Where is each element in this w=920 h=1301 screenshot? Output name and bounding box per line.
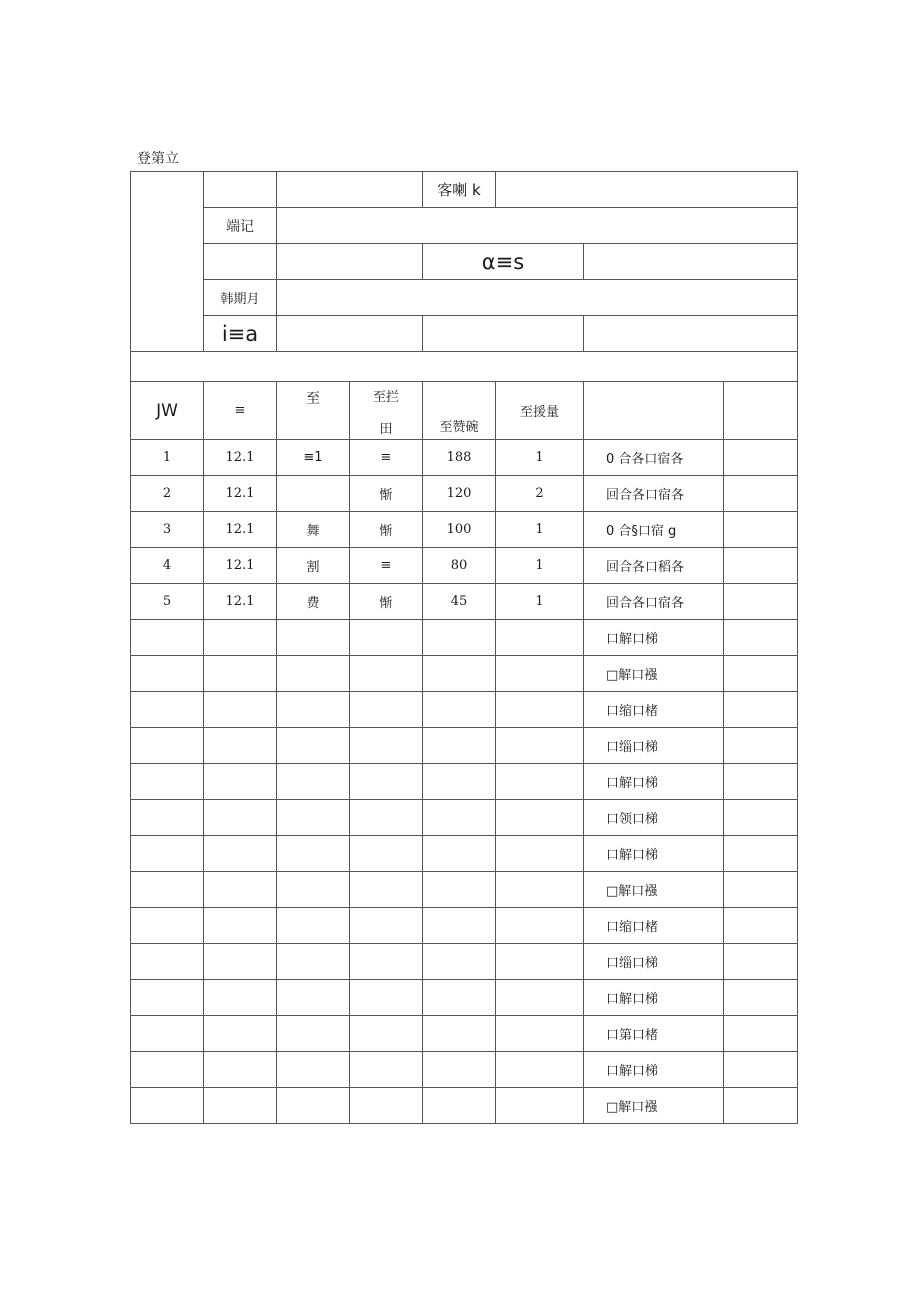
column-header: 至赞碗: [423, 382, 496, 440]
header-field-label: 韩期月: [204, 280, 277, 316]
separator-row: [131, 352, 798, 382]
column-header-row: [131, 382, 798, 440]
empty-cell[interactable]: [496, 656, 584, 692]
empty-cell[interactable]: [204, 620, 277, 656]
row-note[interactable]: [724, 1052, 798, 1088]
separator-cell: [131, 352, 798, 382]
empty-cell[interactable]: [277, 1016, 350, 1052]
empty-cell[interactable]: [131, 728, 204, 764]
empty-cell[interactable]: [277, 764, 350, 800]
header-row-1: [131, 172, 798, 208]
row-status: 口缁口梯: [584, 728, 724, 764]
empty-cell[interactable]: [131, 908, 204, 944]
empty-cell[interactable]: [350, 980, 423, 1016]
table-row: [131, 548, 798, 584]
row-number: 2: [131, 476, 204, 512]
row-field-a: [277, 476, 350, 512]
row-status: 口解口梯: [584, 980, 724, 1016]
empty-cell[interactable]: [204, 764, 277, 800]
empty-cell[interactable]: [423, 944, 496, 980]
empty-cell[interactable]: [350, 872, 423, 908]
table-row: [131, 908, 798, 944]
row-version: 12.1: [204, 548, 277, 584]
empty-cell[interactable]: [131, 944, 204, 980]
empty-cell[interactable]: [350, 620, 423, 656]
table-row: [131, 800, 798, 836]
empty-cell[interactable]: [496, 908, 584, 944]
empty-cell[interactable]: [277, 1088, 350, 1124]
empty-cell[interactable]: [423, 656, 496, 692]
header-cell[interactable]: [277, 172, 423, 208]
empty-cell[interactable]: [423, 620, 496, 656]
row-field-b: 惭: [350, 476, 423, 512]
empty-cell[interactable]: [277, 908, 350, 944]
row-note[interactable]: [724, 836, 798, 872]
table-row: [131, 728, 798, 764]
empty-cell[interactable]: [131, 1088, 204, 1124]
header-cell[interactable]: [204, 172, 277, 208]
row-amount: 45: [423, 584, 496, 620]
row-field-a: 割: [277, 548, 350, 584]
row-version: 12.1: [204, 440, 277, 476]
empty-cell[interactable]: [423, 836, 496, 872]
empty-cell[interactable]: [350, 1088, 423, 1124]
header-field-value[interactable]: [496, 172, 798, 208]
empty-cell[interactable]: [277, 1052, 350, 1088]
row-status: 口领口梯: [584, 800, 724, 836]
row-number: 5: [131, 584, 204, 620]
empty-cell[interactable]: [496, 944, 584, 980]
empty-cell[interactable]: [131, 764, 204, 800]
table-row: [131, 980, 798, 1016]
row-number: 3: [131, 512, 204, 548]
empty-cell[interactable]: [277, 656, 350, 692]
header-field-label: i≡a: [204, 316, 277, 352]
row-field-b: ≡: [350, 548, 423, 584]
empty-cell[interactable]: [277, 980, 350, 1016]
table-row: [131, 620, 798, 656]
empty-cell[interactable]: [204, 872, 277, 908]
empty-cell[interactable]: [131, 692, 204, 728]
header-field-value[interactable]: [277, 316, 423, 352]
row-status: 回合各口稻各: [584, 548, 724, 584]
row-note[interactable]: [724, 692, 798, 728]
table-row: [131, 512, 798, 548]
row-note[interactable]: [724, 512, 798, 548]
empty-cell[interactable]: [204, 908, 277, 944]
header-field-value[interactable]: [584, 316, 798, 352]
row-amount: 80: [423, 548, 496, 584]
empty-cell[interactable]: [496, 1052, 584, 1088]
row-note[interactable]: [724, 1016, 798, 1052]
row-number: 4: [131, 548, 204, 584]
column-header: [350, 382, 423, 440]
empty-cell[interactable]: [277, 620, 350, 656]
row-version: 12.1: [204, 512, 277, 548]
empty-cell[interactable]: [496, 692, 584, 728]
empty-cell[interactable]: [496, 1088, 584, 1124]
empty-cell[interactable]: [423, 692, 496, 728]
row-note[interactable]: [724, 656, 798, 692]
row-note[interactable]: [724, 620, 798, 656]
empty-cell[interactable]: [277, 692, 350, 728]
empty-cell[interactable]: [423, 908, 496, 944]
empty-cell[interactable]: [350, 656, 423, 692]
row-note[interactable]: [724, 584, 798, 620]
column-header: 至援量: [496, 382, 584, 440]
header-field-label: 客喇 k: [423, 172, 496, 208]
empty-cell[interactable]: [423, 1016, 496, 1052]
empty-cell[interactable]: [496, 836, 584, 872]
header-field-value[interactable]: [277, 208, 798, 244]
empty-cell[interactable]: [423, 1088, 496, 1124]
row-status: 口缁口梯: [584, 944, 724, 980]
row-version: 12.1: [204, 476, 277, 512]
empty-cell[interactable]: [496, 1016, 584, 1052]
table-row: [131, 584, 798, 620]
header-row-2: [131, 208, 798, 244]
empty-cell[interactable]: [423, 872, 496, 908]
row-quantity: 1: [496, 512, 584, 548]
row-status: □解口襁: [584, 1088, 724, 1124]
empty-cell[interactable]: [350, 944, 423, 980]
header-row-4: [131, 280, 798, 316]
table-row: [131, 692, 798, 728]
empty-cell[interactable]: [131, 620, 204, 656]
row-field-a: 舞: [277, 512, 350, 548]
empty-cell[interactable]: [131, 872, 204, 908]
empty-cell[interactable]: [204, 1088, 277, 1124]
row-note[interactable]: [724, 548, 798, 584]
row-status: 口解口梯: [584, 620, 724, 656]
header-field-value[interactable]: [584, 244, 798, 280]
row-note[interactable]: [724, 800, 798, 836]
row-note[interactable]: [724, 728, 798, 764]
empty-cell[interactable]: [277, 728, 350, 764]
row-note[interactable]: [724, 1088, 798, 1124]
header-field-value[interactable]: [423, 316, 584, 352]
empty-cell[interactable]: [350, 1016, 423, 1052]
row-quantity: 1: [496, 548, 584, 584]
table-row: [131, 1088, 798, 1124]
table-row: [131, 1016, 798, 1052]
row-status: 口解口梯: [584, 836, 724, 872]
row-status: 回合各口宿各: [584, 584, 724, 620]
empty-cell[interactable]: [204, 728, 277, 764]
empty-cell[interactable]: [423, 800, 496, 836]
empty-cell[interactable]: [204, 656, 277, 692]
table-row: [131, 656, 798, 692]
empty-cell[interactable]: [277, 836, 350, 872]
row-amount: 120: [423, 476, 496, 512]
row-status: 0 合各口宿各: [584, 440, 724, 476]
row-note[interactable]: [724, 980, 798, 1016]
table-row: [131, 944, 798, 980]
empty-cell[interactable]: [350, 836, 423, 872]
empty-cell[interactable]: [350, 728, 423, 764]
empty-cell[interactable]: [131, 836, 204, 872]
record-form-table: [130, 171, 798, 1124]
empty-cell[interactable]: [204, 944, 277, 980]
empty-cell[interactable]: [204, 836, 277, 872]
row-amount: 188: [423, 440, 496, 476]
empty-cell[interactable]: [277, 872, 350, 908]
row-quantity: 1: [496, 440, 584, 476]
table-row: [131, 872, 798, 908]
empty-cell[interactable]: [350, 1052, 423, 1088]
empty-rows: [131, 620, 798, 1124]
empty-cell[interactable]: [204, 692, 277, 728]
header-cell[interactable]: [277, 244, 423, 280]
empty-cell[interactable]: [496, 620, 584, 656]
table-row: [131, 764, 798, 800]
empty-cell[interactable]: [131, 980, 204, 1016]
empty-cell[interactable]: [423, 764, 496, 800]
empty-cell[interactable]: [423, 980, 496, 1016]
row-field-a: ≡1: [277, 440, 350, 476]
empty-cell[interactable]: [131, 800, 204, 836]
data-rows: [131, 440, 798, 620]
column-header-line: 至拦: [372, 389, 399, 405]
row-field-b: 惭: [350, 512, 423, 548]
header-cell[interactable]: [204, 244, 277, 280]
row-note[interactable]: [724, 440, 798, 476]
column-header: 至: [277, 382, 350, 440]
row-number: 1: [131, 440, 204, 476]
row-status: 口缩口楮: [584, 908, 724, 944]
column-header: ≡: [204, 382, 277, 440]
row-quantity: 2: [496, 476, 584, 512]
empty-cell[interactable]: [350, 764, 423, 800]
row-status: 回合各口宿各: [584, 476, 724, 512]
empty-cell[interactable]: [131, 1052, 204, 1088]
empty-cell[interactable]: [277, 944, 350, 980]
row-field-a: 费: [277, 584, 350, 620]
empty-cell[interactable]: [350, 800, 423, 836]
empty-cell[interactable]: [496, 764, 584, 800]
row-status: □解口襁: [584, 872, 724, 908]
table-row: [131, 836, 798, 872]
table-row: [131, 476, 798, 512]
empty-cell[interactable]: [496, 872, 584, 908]
column-header: JW: [131, 382, 204, 440]
row-field-b: ≡: [350, 440, 423, 476]
row-status: 0 合§口宿 g: [584, 512, 724, 548]
empty-cell[interactable]: [350, 692, 423, 728]
row-status: 口解口梯: [584, 764, 724, 800]
column-header: [724, 382, 798, 440]
header-row-5: [131, 316, 798, 352]
empty-cell[interactable]: [204, 800, 277, 836]
row-status: 口缩口楮: [584, 692, 724, 728]
column-header: [584, 382, 724, 440]
row-field-b: 惭: [350, 584, 423, 620]
empty-cell[interactable]: [496, 980, 584, 1016]
row-amount: 100: [423, 512, 496, 548]
header-row-3: [131, 244, 798, 280]
header-field-label: 端记: [204, 208, 277, 244]
empty-cell[interactable]: [131, 656, 204, 692]
row-note[interactable]: [724, 872, 798, 908]
document-title: 登第立: [137, 151, 179, 167]
empty-cell[interactable]: [204, 1016, 277, 1052]
row-status: 口解口梯: [584, 1052, 724, 1088]
column-header-line: 田: [379, 421, 393, 437]
empty-cell[interactable]: [350, 908, 423, 944]
empty-cell[interactable]: [496, 800, 584, 836]
empty-cell[interactable]: [423, 728, 496, 764]
header-side-cell[interactable]: [131, 172, 204, 352]
empty-cell[interactable]: [496, 728, 584, 764]
empty-cell[interactable]: [423, 1052, 496, 1088]
empty-cell[interactable]: [131, 1016, 204, 1052]
header-field-label: α≡s: [423, 244, 584, 280]
row-quantity: 1: [496, 584, 584, 620]
empty-cell[interactable]: [277, 800, 350, 836]
row-note[interactable]: [724, 476, 798, 512]
empty-cell[interactable]: [204, 980, 277, 1016]
row-status: 口第口楮: [584, 1016, 724, 1052]
row-note[interactable]: [724, 764, 798, 800]
row-status: □解口襁: [584, 656, 724, 692]
header-field-value[interactable]: [277, 280, 798, 316]
table-row: [131, 440, 798, 476]
row-note[interactable]: [724, 908, 798, 944]
row-version: 12.1: [204, 584, 277, 620]
table-row: [131, 1052, 798, 1088]
row-note[interactable]: [724, 944, 798, 980]
empty-cell[interactable]: [204, 1052, 277, 1088]
